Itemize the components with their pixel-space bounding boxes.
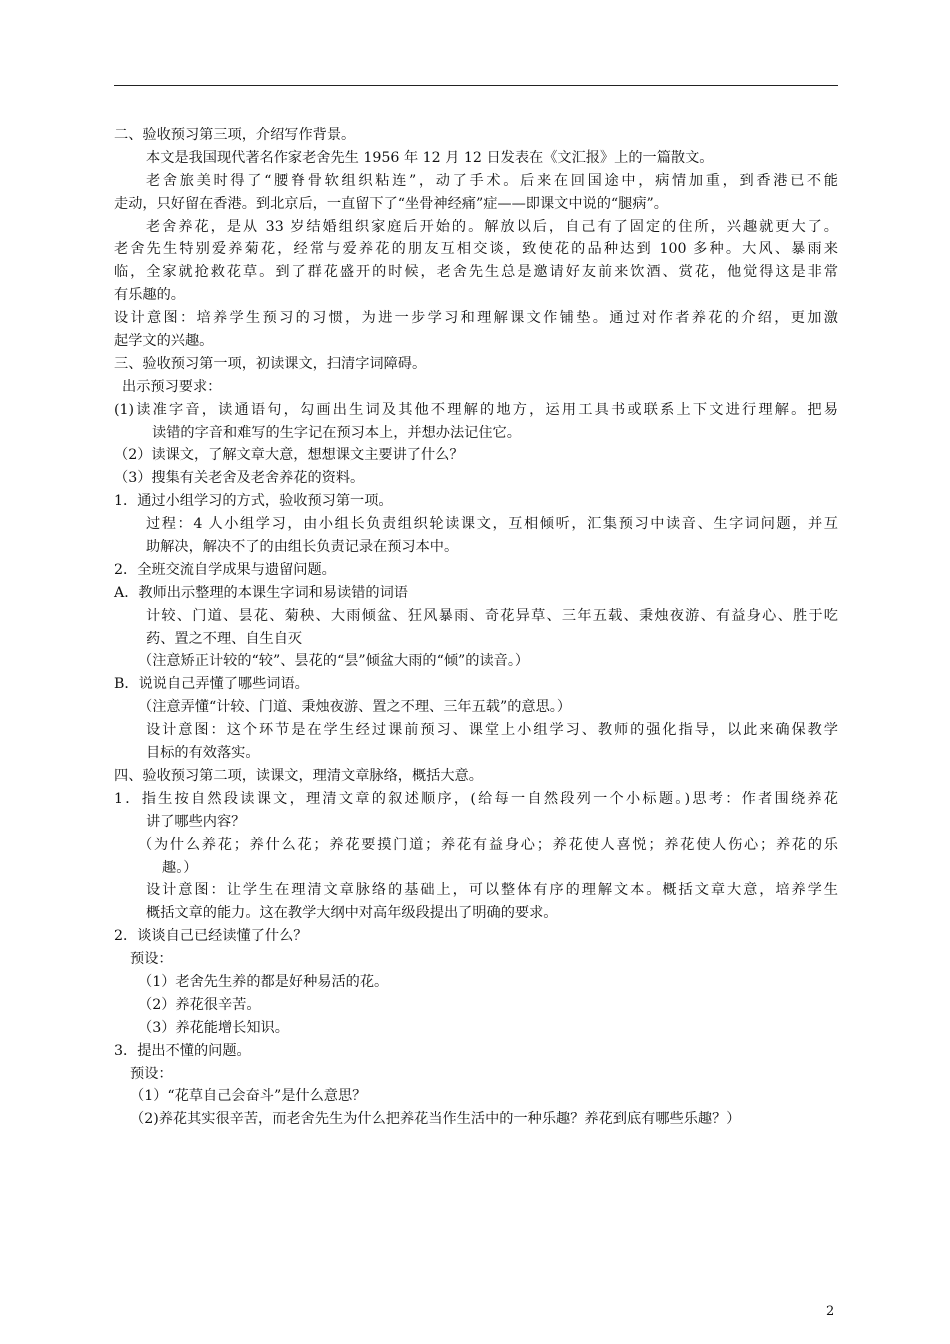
document-body xyxy=(114,124,838,1131)
text-line: B．说说自己弄懂了哪些词语。 xyxy=(114,676,309,693)
text-line: 老舍先生特别爱养菊花，经常与爱养花的朋友互相交谈，致使花的品种达到 100 多种。大风、暴雨来 xyxy=(114,241,838,258)
text-line: 四、验收预习第二项，读课文，理清文章脉络，概括大意。 xyxy=(114,767,483,784)
text-line: （为什么养花；养什么花；养花要摸门道；养花有益身心；养花使人喜悦；养花使人伤心；养花的乐 xyxy=(138,836,838,853)
text-line: 二、验收预习第三项，介绍写作背景。 xyxy=(114,127,356,143)
text-line: 助解决，解决不了的由组长负责记录在预习本中。 xyxy=(146,539,459,556)
header-rule xyxy=(114,85,838,86)
text-line: 讲了哪些内容？ xyxy=(146,813,246,830)
page-number: 2 xyxy=(826,1304,835,1319)
text-line: 设计意图：让学生在理清文章脉络的基础上，可以整体有序的理解文本。概括文章大意，培养学生 xyxy=(146,882,838,899)
text-line: 读错的字音和难写的生字记在预习本上，并想办法记住它。 xyxy=(152,424,521,441)
text-line: 出示预习要求： xyxy=(122,378,222,395)
text-line: 1．通过小组学习的方式，验收预习第一项。 xyxy=(114,493,393,510)
text-line: 设计意图：这个环节是在学生经过课前预习、课堂上小组学习、教师的强化指导，以此来确保教学 xyxy=(146,722,838,739)
text-line: （注意矫正计较的“较”、昙花的“昙”倾盆大雨的“倾”的读音。） xyxy=(138,653,530,670)
text-line: 1．指生按自然段读课文，理清文章的叙述顺序，(给每一自然段列一个小标题。)思考：作者围绕养花 xyxy=(114,790,838,807)
text-line: A．教师出示整理的本课生字词和易读错的词语 xyxy=(114,584,408,601)
text-line: 本文是我国现代著名作家老舍先生 1956 年 12 月 12 日发表在《文汇报》上的一篇散文。 xyxy=(146,149,714,166)
text-line: 设计意图：培养学生预习的习惯，为进一步学习和理解课文作铺垫。通过对作者养花的介绍，更加激 xyxy=(114,310,838,327)
text-line: 计较、门道、昙花、菊秧、大雨倾盆、狂风暴雨、奇花异草、三年五载、秉烛夜游、有益身心、胜于吃 xyxy=(146,607,838,624)
text-line: 有乐趣的。 xyxy=(114,287,185,304)
text-line: （2)养花其实很辛苦，而老舍先生为什么把养花当作生活中的一种乐趣？养花到底有哪些乐趣？） xyxy=(130,1111,741,1128)
text-line: 老舍旅美时得了“腰脊骨软组织粘连”，动了手术。后来在回国途中，病情加重，到香港已不能 xyxy=(146,172,838,189)
text-line: 概括文章的能力。这在教学大纲中对高年级段提出了明确的要求。 xyxy=(146,905,558,922)
text-line: (1)读准字音，读通语句，勾画出生词及其他不理解的地方，运用工具书或联系上下文进行理解。把易 xyxy=(114,401,838,418)
text-line: 目标的有效落实。 xyxy=(146,745,260,762)
text-line: 过程：4 人小组学习，由小组长负责组织轮读课文，互相倾听，汇集预习中读音、生字词问题，并互 xyxy=(146,516,838,533)
text-line: 趣。） xyxy=(162,859,198,876)
text-line: 临，全家就抢救花草。到了群花盛开的时候，老舍先生总是邀请好友前来饮酒、赏花，他觉得这是非常 xyxy=(114,264,838,281)
text-line: （1）“花草自己会奋斗”是什么意思？ xyxy=(130,1088,367,1105)
text-line: （1）老舍先生养的都是好种易活的花。 xyxy=(138,973,389,990)
text-line: 走动，只好留在香港。到北京后，一直留下了“坐骨神经痛”症——即课文中说的“腿病”。 xyxy=(114,195,668,212)
text-line: （2）养花很辛苦。 xyxy=(138,996,261,1013)
text-line: 2．全班交流自学成果与遗留问题。 xyxy=(114,561,336,578)
text-line: 药、置之不理、自生自灭 xyxy=(146,630,303,647)
text-line: 老舍养花，是从 33 岁结婚组织家庭后开始的。解放以后，自己有了固定的住所，兴趣就更大了。 xyxy=(146,218,838,235)
text-line: （3）养花能增长知识。 xyxy=(138,1019,289,1036)
text-line: （注意弄懂“计较、门道、秉烛夜游、置之不理、三年五载”的意思。） xyxy=(138,699,572,716)
text-line: 三、验收预习第一项，初读课文，扫清字词障碍。 xyxy=(114,355,427,372)
text-line: 预设： xyxy=(130,1065,173,1082)
text-line: 2．谈谈自己已经读懂了什么？ xyxy=(114,928,308,945)
text-line: （2）读课文，了解文章大意，想想课文主要讲了什么？ xyxy=(114,447,464,464)
text-line: 3．提出不懂的问题。 xyxy=(114,1042,251,1059)
text-line: （3）搜集有关老舍及老舍养花的资料。 xyxy=(114,470,365,487)
text-line: 起学文的兴趣。 xyxy=(114,333,214,350)
text-line: 预设： xyxy=(130,951,173,968)
